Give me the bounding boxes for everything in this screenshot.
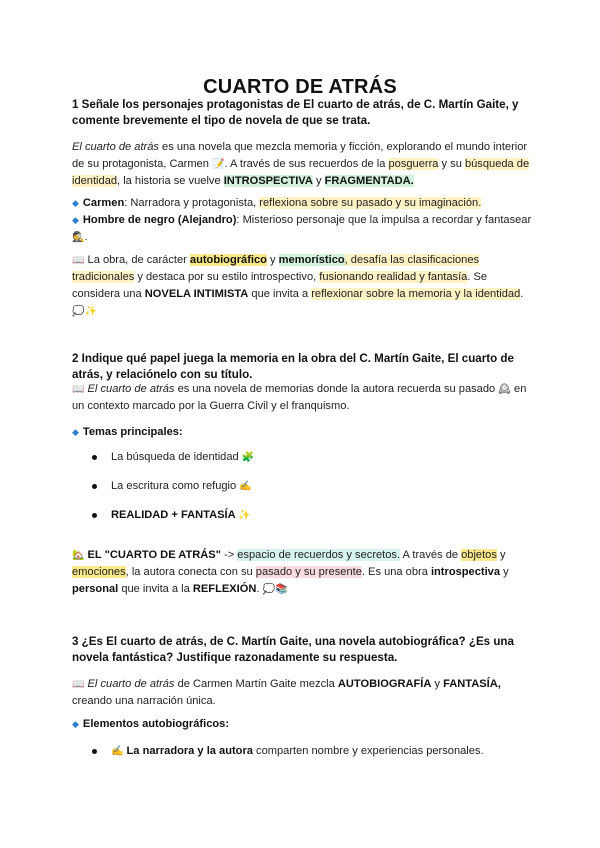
detective-icon: 🕵 xyxy=(72,232,85,243)
diamond-bullet-icon: ◆ xyxy=(72,427,79,437)
highlight-emociones: emociones xyxy=(72,566,126,578)
tema-item: La escritura como refugio ✍ xyxy=(72,478,532,495)
question-3-heading: 3 ¿Es El cuarto de atrás, de C. Martín Gaite, una novela autobiográfica? ¿Es una novela fantástica? Justifique razonadamente su respuesta. xyxy=(72,635,514,664)
highlight-fusionando: fusionando realidad y fantasía xyxy=(319,271,468,283)
puzzle-icon: 🧩 xyxy=(241,452,255,463)
q1-bullet-carmen: ◆ Carmen: Narradora y protagonista, reflexiona sobre su pasado y su imaginación. xyxy=(72,197,482,209)
q3-elementos-label: ◆ Elementos autobiográficos: xyxy=(72,718,230,730)
diamond-bullet-icon: ◆ xyxy=(72,215,79,225)
q2-paragraph-2: 🏡 EL "CUARTO DE ATRÁS" -> espacio de recuerdos y secretos. A través de objetos y emociones, la autora conecta con su pasado y su presente. Es una obra introspectiva y personal que invita a la REFLEXIÓN. 💭📚 xyxy=(72,549,509,595)
diamond-bullet-icon: ◆ xyxy=(72,198,79,208)
book-title: El cuarto de atrás xyxy=(72,141,159,153)
tema-item: La búsqueda de identidad 🧩 xyxy=(72,449,532,466)
question-2-heading: 2 Indique qué papel juega la memoria en la obra del C. Martín Gaite, El cuarto de atrás, y relaciónelo con su título. xyxy=(72,352,514,381)
sparkles-icon: ✨ xyxy=(238,510,251,521)
question-1-heading: 1 Señale los personajes protagonistas de El cuarto de atrás, de C. Martín Gaite, y comente brevemente el tipo de novela de que se trata. xyxy=(72,98,519,127)
thought-books-icon: 💭📚 xyxy=(262,584,288,595)
highlight-reflexiona: reflexiona sobre su pasado y su imaginación. xyxy=(259,197,482,209)
diamond-bullet-icon: ◆ xyxy=(72,719,79,729)
highlight-posguerra: posguerra xyxy=(388,158,439,170)
elemento-item: ✍ La narradora y la autora comparten nombre y experiencias personales. xyxy=(72,743,532,760)
bullet-dot-icon xyxy=(92,513,97,518)
clock-icon: 🕰 xyxy=(498,384,511,395)
page-title: CUARTO DE ATRÁS xyxy=(203,76,397,98)
q2-temas-label: ◆ Temas principales: xyxy=(72,426,183,438)
highlight-memoristico: memorístico xyxy=(278,254,345,266)
q1-paragraph-2: 📖 La obra, de carácter autobiográfico y memorístico, desafía las clasificaciones tradicionales y destaca por su estilo introspectivo, fusionando realidad y fantasía. Se considera una NOVELA INTIMISTA que invita a reflexionar sobre la memoria y la identidad. 💭✨ xyxy=(72,254,524,317)
writing-hand-icon: ✍ xyxy=(111,746,124,757)
highlight-objetos: objetos xyxy=(461,549,497,561)
highlight-reflexionar: reflexionar sobre la memoria y la identidad xyxy=(311,288,521,300)
q2-paragraph-1: 📖 El cuarto de atrás es una novela de memorias donde la autora recuerda su pasado 🕰 en un contexto marcado por la Guerra Civil y el franquismo. xyxy=(72,383,527,412)
highlight-introspectiva: INTROSPECTIVA xyxy=(223,175,313,187)
house-icon: 🏡 xyxy=(72,550,85,561)
bullet-dot-icon xyxy=(92,455,97,460)
bullet-dot-icon xyxy=(92,484,97,489)
tema-item: REALIDAD + FANTASÍA ✨ xyxy=(72,507,532,524)
book-icon: 📖 xyxy=(72,255,85,266)
novela-intimista: NOVELA INTIMISTA xyxy=(144,288,249,300)
q1-bullet-hombre-de-negro: ◆ Hombre de negro (Alejandro): Misterioso personaje que la impulsa a recordar y fantasear 🕵. xyxy=(72,214,532,243)
q3-paragraph-1: 📖 El cuarto de atrás de Carmen Martín Gaite mezcla AUTOBIOGRAFÍA y FANTASÍA, creando una narración única. xyxy=(72,678,501,707)
highlight-pasado-presente: pasado y su presente xyxy=(255,566,362,578)
thought-sparkles-icon: 💭✨ xyxy=(72,306,97,317)
memo-icon: 📝 xyxy=(211,159,225,170)
highlight-autobiografico: autobiográfico xyxy=(189,254,267,266)
bullet-dot-icon xyxy=(92,749,97,754)
highlight-espacio: espacio de recuerdos y secretos. xyxy=(237,549,401,561)
q1-paragraph-1: El cuarto de atrás es una novela que mezcla memoria y ficción, explorando el mundo interior de su protagonista, Carmen 📝. A través de sus recuerdos de la posguerra y su búsqueda de identidad, la historia se vuelve INTROSPECTIVA y FRAGMENTADA. xyxy=(72,141,530,187)
book-icon: 📖 xyxy=(72,679,85,690)
highlight-identidad: búsqueda de identidad xyxy=(72,158,530,187)
writing-hand-icon: ✍ xyxy=(239,481,252,492)
highlight-fragmentada: FRAGMENTADA. xyxy=(324,175,414,187)
book-icon: 📖 xyxy=(72,384,85,395)
